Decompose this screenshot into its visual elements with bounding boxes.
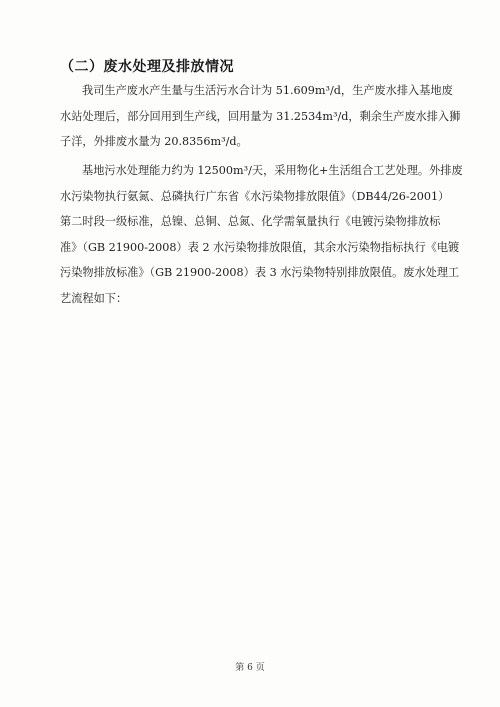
text-line: 艺流程如下： <box>60 291 128 305</box>
page-number: 第 6 页 <box>235 663 265 673</box>
paragraph-wastewater-volume <box>60 78 461 155</box>
text-line: 我司生产废水产生量与生活污水合计为 51.609m³/d，生产废水排入基地废 <box>82 84 453 97</box>
section-heading: （二）废水处理及排放情况 <box>60 59 234 75</box>
text-line: 第二时段一级标准，总镍、总铜、总氮、化学需氧量执行《电镀污染物排放标 <box>60 215 441 228</box>
text-line: 基地污水处理能力约为 12500m³/天，采用物化+生活组合工艺处理。外排废 <box>82 164 463 177</box>
text-line: 子洋，外排废水量为 20.8356m³/d。 <box>60 135 248 148</box>
text-line: 水站处理后，部分回用到生产线，回用量为 31.2534m³/d，剩余生产废水排入狮 <box>60 109 461 123</box>
text-line: 准》（GB 21900-2008）表 2 水污染物排放限值，其余水污染物指标执行《电镀 <box>60 240 460 254</box>
text-line: 水污染物执行氨氮、总磷执行广东省《水污染物排放限值》（DB44/26-2001） <box>60 189 450 203</box>
paragraph-treatment-standards <box>60 158 463 311</box>
text-line: 污染物排放标准》（GB 21900-2008）表 3 水污染物特别排放限值。废水处理工 <box>60 266 460 279</box>
